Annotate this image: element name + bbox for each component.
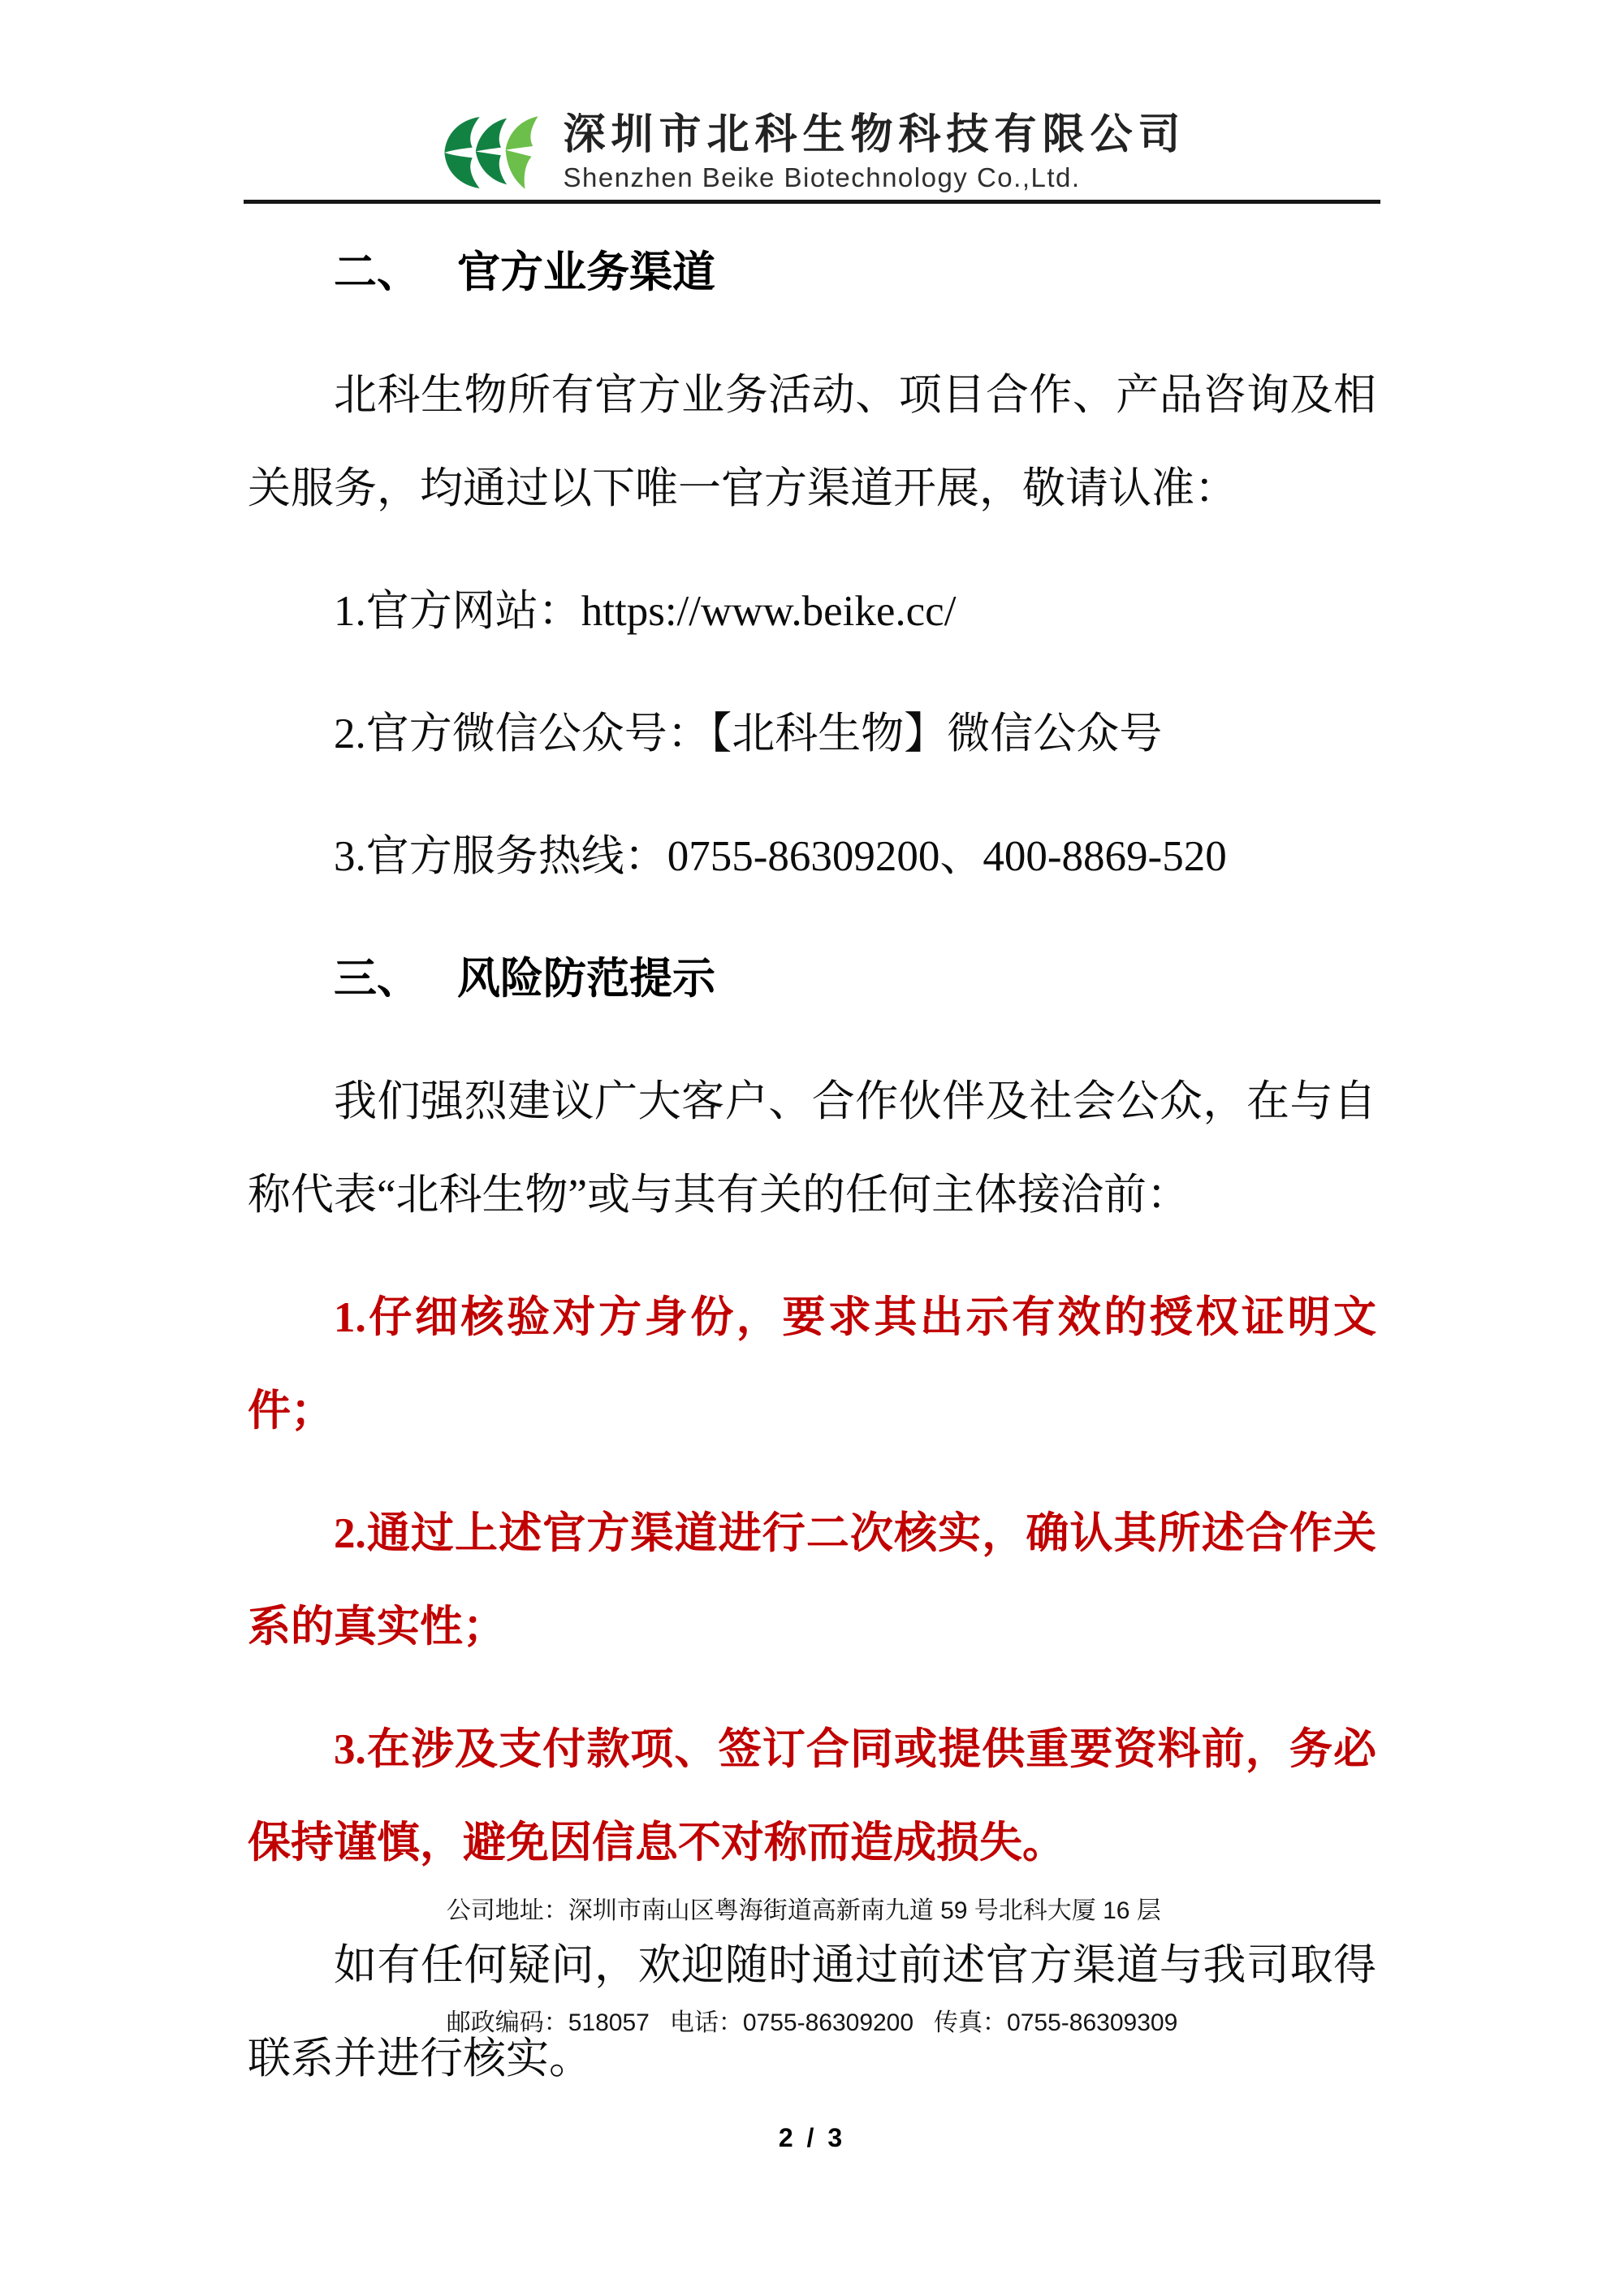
company-name-zh: 深圳市北科生物科技有限公司 bbox=[563, 111, 1186, 158]
section-2-heading bbox=[248, 227, 1376, 320]
section-2-title: 官方业务渠道 bbox=[457, 249, 715, 297]
section-2-number: 二、 bbox=[334, 249, 420, 297]
risk-warning-item-1: 1.仔细核验对方身份，要求其出示有效的授权证明文件； bbox=[248, 1294, 1376, 1435]
page-footer bbox=[0, 1818, 1624, 2153]
official-hotline-item: 3.官方服务热线：0755-86309200、400-8869-520 bbox=[334, 833, 1227, 881]
official-website-item: 1.官方网站：https://www.beike.cc/ bbox=[334, 588, 957, 636]
header-divider bbox=[244, 200, 1380, 204]
company-brand-block bbox=[563, 112, 1186, 193]
official-wechat-item: 2.官方微信公众号：【北科生物】微信公众号 bbox=[334, 710, 1163, 758]
risk-warning-item-2: 2.通过上述官方渠道进行二次核实，确认其所述合作关系的真实性； bbox=[248, 1510, 1376, 1651]
section-3-number: 三、 bbox=[334, 956, 420, 1003]
section-2-intro-paragraph: 北科生物所有官方业务活动、项目合作、产品咨询及相关服务，均通过以下唯一官方渠道开展，敬请认准： bbox=[248, 372, 1376, 513]
footer-contact-line: 邮政编码：518057 电话：0755-86309200 传真：0755-86309309 bbox=[446, 2009, 1178, 2036]
footer-contact-block bbox=[447, 1818, 1178, 2117]
closing-paragraph: 如有任何疑问，欢迎随时通过前述官方渠道与我司取得联系并进行核实。 bbox=[248, 1942, 1376, 2083]
section-3-heading bbox=[248, 933, 1376, 1026]
footer-address-line: 公司地址：深圳市南山区粤海街道高新南九道 59 号北科大厦 16 层 bbox=[446, 1897, 1161, 1924]
page-number: 2 / 3 bbox=[778, 2123, 846, 2152]
section-3-intro-paragraph: 我们强烈建议广大客户、合作伙伴及社会公众，在与自称代表“北科生物”或与其有关的任何主体接洽前： bbox=[248, 1078, 1376, 1219]
section-3-title: 风险防范提示 bbox=[457, 956, 715, 1003]
company-name-en: Shenzhen Beike Biotechnology Co.,Ltd. bbox=[563, 162, 1081, 193]
risk-warning-item-3: 3.在涉及支付款项、签订合同或提供重要资料前，务必保持谨慎，避免因信息不对称而造成损失。 bbox=[248, 1726, 1376, 1867]
company-logo-icon bbox=[438, 114, 545, 192]
company-header bbox=[244, 0, 1380, 193]
